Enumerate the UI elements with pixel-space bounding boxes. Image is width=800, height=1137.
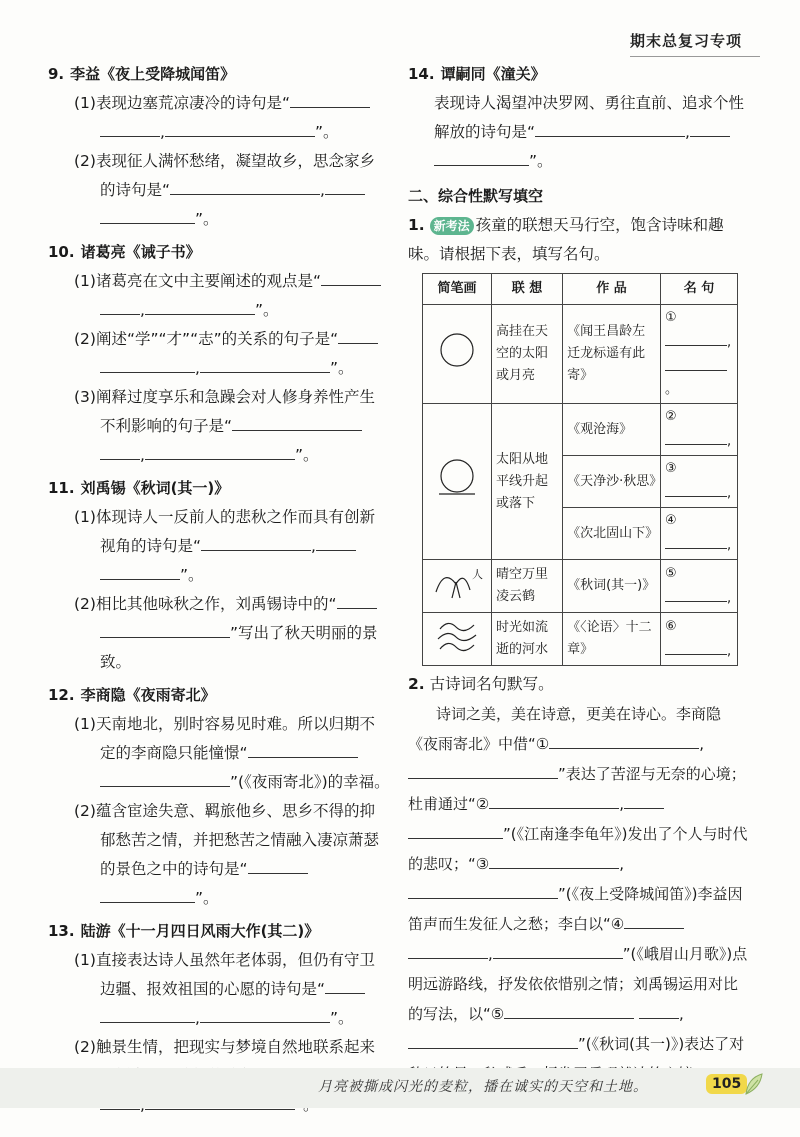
leaf-icon	[742, 1070, 766, 1102]
answer-blank[interactable]	[100, 205, 195, 224]
answer-blank[interactable]	[325, 975, 365, 994]
answer-blank[interactable]	[408, 940, 488, 959]
answer-blank[interactable]	[316, 532, 356, 551]
answer-blank[interactable]	[493, 940, 623, 959]
left-column	[48, 56, 390, 1120]
answer-blank[interactable]	[665, 428, 727, 445]
answer-blank[interactable]	[325, 176, 365, 195]
answer-blank[interactable]	[408, 760, 558, 779]
q13-item-1: (1)直接表达诗人虽然年老体弱，但仍有守卫边疆、报效祖国的心愿的诗句是“ , ”。	[74, 951, 375, 1027]
question-12-title: 12. 李商隐《夜雨寄北》	[48, 686, 216, 704]
answer-blank[interactable]	[489, 850, 619, 869]
answer-blank[interactable]	[100, 441, 140, 460]
section-2-title: 二、综合性默写填空	[408, 187, 544, 205]
header-sketch: 简笔画	[423, 274, 492, 305]
question-10-title: 10. 诸葛亮《诫子书》	[48, 243, 201, 261]
answer-blank[interactable]	[408, 820, 503, 839]
wave-sketch-icon	[423, 613, 492, 666]
answer-blank[interactable]	[201, 532, 311, 551]
q10-item-1: (1)诸葛亮在文中主要阐述的观点是“ , ”。	[74, 267, 390, 325]
table-row: 时光如流逝的河水 《〈论语〉十二章》 ⑥,	[423, 613, 738, 666]
answer-blank[interactable]	[665, 354, 727, 371]
header-association: 联 想	[492, 274, 563, 305]
q9-item-1: (1)表现边塞荒凉凄冷的诗句是“ , ”。	[74, 89, 390, 147]
answer-blank[interactable]	[690, 118, 730, 137]
q9-item-2: (2)表现征人满怀愁绪，凝望故乡，思念家乡的诗句是“ , ”。	[74, 152, 375, 228]
answer-blank[interactable]	[290, 89, 370, 108]
q13-item-2: (2)触景生情，把现实与梦境自然地联系起来	[74, 1033, 390, 1120]
crane-sketch-icon	[423, 560, 492, 613]
question-11-title: 11. 刘禹锡《秋词(其一)》	[48, 479, 230, 497]
q10-item-3: (3)阐释过度享乐和急躁会对人修身养性产生不利影响的句子是“ , ”。	[74, 388, 375, 464]
answer-blank[interactable]	[504, 1000, 634, 1019]
answer-blank[interactable]	[145, 441, 295, 460]
answer-blank[interactable]	[665, 532, 727, 549]
s1-intro: 1. 新考法 孩童的联想天马行空，饱含诗味和趣味。请根据下表，填写名句。	[408, 216, 724, 263]
table-row: 《天净沙·秋思》 ③,	[423, 456, 738, 508]
answer-blank[interactable]	[639, 1000, 679, 1019]
answer-blank[interactable]	[200, 1004, 330, 1023]
circle-horizon-sketch-icon	[423, 404, 492, 560]
answer-blank[interactable]	[321, 267, 381, 286]
circle-sketch-icon	[423, 305, 492, 404]
answer-blank[interactable]	[100, 768, 230, 787]
table-row: 高挂在天空的太阳或月亮 《闻王昌龄左迁龙标遥有此寄》 ①, 。	[423, 305, 738, 404]
answer-blank[interactable]	[665, 585, 727, 602]
answer-blank[interactable]	[535, 118, 685, 137]
answer-blank[interactable]	[200, 354, 330, 373]
answer-blank[interactable]	[100, 619, 230, 638]
answer-blank[interactable]	[549, 730, 699, 749]
page-number: 105	[706, 1074, 747, 1094]
header-quote: 名 句	[661, 274, 738, 305]
question-13-title: 13. 陆游《十一月四日风雨大作(其二)》	[48, 922, 320, 940]
answer-blank[interactable]	[408, 1030, 578, 1049]
answer-blank[interactable]	[665, 329, 727, 346]
q12-item-1: (1)天南地北，别时容易见时难。所以归期不定的李商隐只能憧憬“ ”(《夜雨寄北》)的幸福。	[74, 715, 390, 791]
right-column	[408, 56, 748, 1089]
table-row: 人 晴空万里凌云鹤 《秋词(其一)》 ⑤,	[423, 560, 738, 613]
answer-blank[interactable]	[248, 739, 358, 758]
q11-item-1: (1)体现诗人一反前人的悲秋之作而具有创新视角的诗句是“ , ”。	[74, 508, 375, 584]
footer-slogan: 月亮被撕成闪光的麦粒，播在诚实的天空和土地。	[318, 1079, 648, 1095]
s2-paragraph: 诗词之美，美在诗意，更美在诗心。李商隐《夜雨寄北》中借“① , ”表达了苦涩与无奈的心境；杜甫通过“② , ”(《江南逢李龟年》)发出了个人与时代的悲叹；“③ , ”(《夜上受降城闻笛》)李益因笛声而生发征人之愁；李白以“④ , ”(《峨眉山月歌》)点明远游路线，抒发依依惜别之情；刘禹锡运用对比的写法，以“⑤ ,”(《秋词(其一)》)表达了对	[408, 705, 748, 1053]
s2-title: 2. 古诗词名句默写。	[408, 675, 554, 693]
question-14-title: 14. 谭嗣同《潼关》	[408, 65, 546, 83]
answer-blank[interactable]	[165, 118, 315, 137]
answer-blank[interactable]	[100, 1004, 195, 1023]
answer-blank[interactable]	[338, 325, 378, 344]
q14-body: 表现诗人渴望冲决罗网、勇往直前、追求个性解放的诗句是“ , ”。	[434, 94, 745, 170]
answer-blank[interactable]	[100, 118, 160, 137]
q11-item-2: (2)相比其他咏秋之作，刘禹锡诗中的“ ”写出了秋天明丽的景致。	[74, 590, 390, 677]
answer-blank[interactable]	[408, 880, 558, 899]
answer-blank[interactable]	[100, 561, 180, 580]
answer-blank[interactable]	[665, 638, 727, 655]
new-format-badge: 新考法	[430, 217, 474, 235]
table-row: 《次北固山下》 ④,	[423, 508, 738, 560]
poem-table	[422, 273, 738, 666]
q10-item-2: (2)阐述“学”“才”“志”的关系的句子是“ , ”。	[74, 325, 390, 383]
answer-blank[interactable]	[100, 884, 195, 903]
svg-text:人: 人	[472, 568, 483, 581]
answer-blank[interactable]	[100, 354, 195, 373]
answer-blank[interactable]	[248, 855, 308, 874]
question-9-title: 9. 李益《夜上受降城闻笛》	[48, 65, 236, 83]
q12-item-2: (2)蕴含宦途失意、羁旅他乡、思乡不得的抑郁愁苦之情，并把愁苦之情融入凄凉萧瑟的景色之中的诗句是“ ”。	[74, 802, 380, 907]
answer-blank[interactable]	[232, 412, 362, 431]
answer-blank[interactable]	[145, 296, 255, 315]
section-header: 期末总复习专项	[630, 30, 760, 57]
answer-blank[interactable]	[489, 790, 619, 809]
answer-blank[interactable]	[170, 176, 320, 195]
answer-blank[interactable]	[665, 480, 727, 497]
answer-blank[interactable]	[624, 910, 684, 929]
answer-blank[interactable]	[434, 147, 529, 166]
header-work: 作 品	[563, 274, 661, 305]
answer-blank[interactable]	[337, 590, 377, 609]
answer-blank[interactable]	[624, 790, 664, 809]
table-row: 太阳从地平线升起或落下 《观沧海》 ②,	[423, 404, 738, 456]
answer-blank[interactable]	[100, 296, 140, 315]
